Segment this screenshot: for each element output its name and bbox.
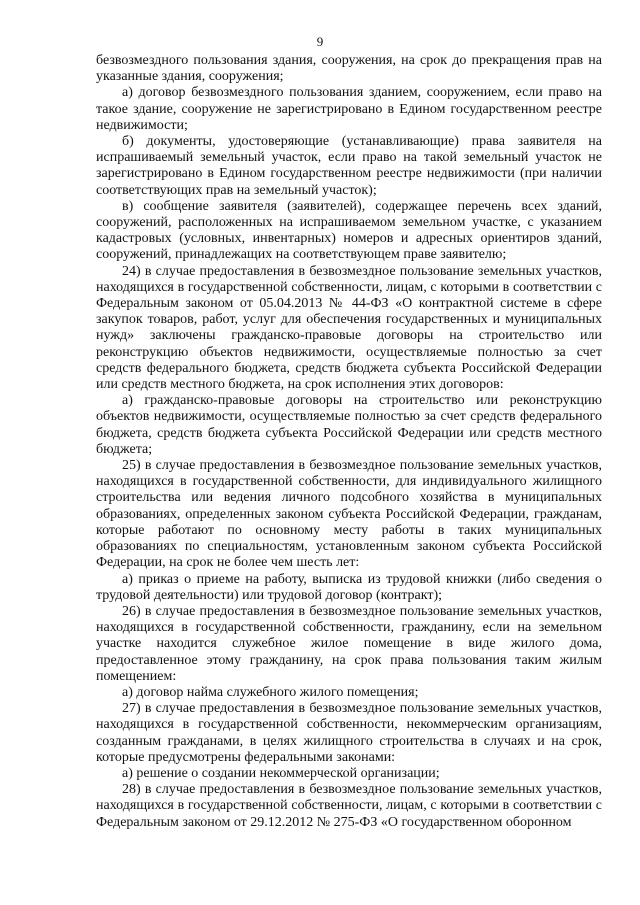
paragraph-point-27: 27) в случае предоставления в безвозмездное пользование земельных участков, находящихся в государственной собственности, некоммерческим организациям, созданным гражданами, в целях жилищного строительства в случаях и на срок, которые предусмотрены федеральными законами: <box>96 701 602 765</box>
paragraph-item-b-documents: б) документы, удостоверяющие (устанавливающие) права заявителя на испрашиваемый земельный участок, если право на такой земельный участок не зарегистрировано в Едином государственном реестре недвижимости (при наличии соответствующих прав на земельный участок); <box>96 134 602 198</box>
page-number: 9 <box>316 34 324 49</box>
paragraph-item-a-contract: а) договор безвозмездного пользования зданием, сооружением, если право на такое здание, сооружение не зарегистрировано в Едином государственном реестре недвижимости; <box>96 85 602 133</box>
paragraph-point-26: 26) в случае предоставления в безвозмездное пользование земельных участков, находящихся в государственной собственности, гражданину, если на земельном участке находится служебное жилое помещение в виде жилого дома, предоставленное этому гражданину, на срок права пользования таким жилым помещением: <box>96 603 602 684</box>
paragraph-point-25-item-a: а) приказ о приеме на работу, выписка из трудовой книжки (либо сведения о трудовой деятельности) или трудовой договор (контракт); <box>96 571 602 603</box>
paragraph-point-24: 24) в случае предоставления в безвозмездное пользование земельных участков, находящихся в государственной собственности, лицам, с которыми в соответствии с Федеральным законом от 05.04.2013 № 44-ФЗ «О контрактной системе в сфере закупок товаров, работ, услуг для обеспечения государственных и муниципальных нужд» заключены гражданско-правовые договоры на строительство или реконструкцию объектов недвижимости, осуществляемые полностью за счет средств федерального бюджета, средств бюджета субъекта Российской Федерации или средств местного бюджета, на срок исполнения этих договоров: <box>96 263 602 393</box>
paragraph-point-27-item-a: а) решение о создании некоммерческой организации; <box>122 765 440 781</box>
paragraph-item-v-message: в) сообщение заявителя (заявителей), содержащее перечень всех зданий, сооружений, расположенных на испрашиваемом земельном участке, с указанием кадастровых (условных, инвентарных) номеров и адресных ориентиров зданий, сооружений, принадлежащих на соответствующем праве заявителю; <box>96 198 602 263</box>
paragraph-point-26-item-a: а) договор найма служебного жилого помещения; <box>122 684 419 700</box>
paragraph-point-28: 28) в случае предоставления в безвозмездное пользование земельных участков, находящихся в государственной собственности, лицам, с которыми в соответствии с Федеральным законом от 29.12.2012 № 275-ФЗ «О государственном оборонном <box>96 782 602 830</box>
document-body <box>96 53 602 831</box>
paragraph-point-24-item-a: а) гражданско-правовые договоры на строительство или реконструкцию объектов недвижимости, осуществляемые полностью за счет средств федерального бюджета, средств бюджета субъекта Российской Федерации или средств местного бюджета; <box>96 393 602 457</box>
paragraph-continuation: безвозмездного пользования здания, сооружения, на срок до прекращения прав на указанные здания, сооружения; <box>96 53 602 85</box>
paragraph-point-25: 25) в случае предоставления в безвозмездное пользование земельных участков, находящихся в государственной собственности, для индивидуального жилищного строительства или ведения личного подсобного хозяйства в муниципальных образованиях, определенных законом субъекта Российской Федерации, гражданам, которые работают по основному месту работы в таких муниципальных образованиях по специальностям, установленным законом субъекта Российской Федерации, на срок не более чем шесть лет: <box>96 458 602 571</box>
